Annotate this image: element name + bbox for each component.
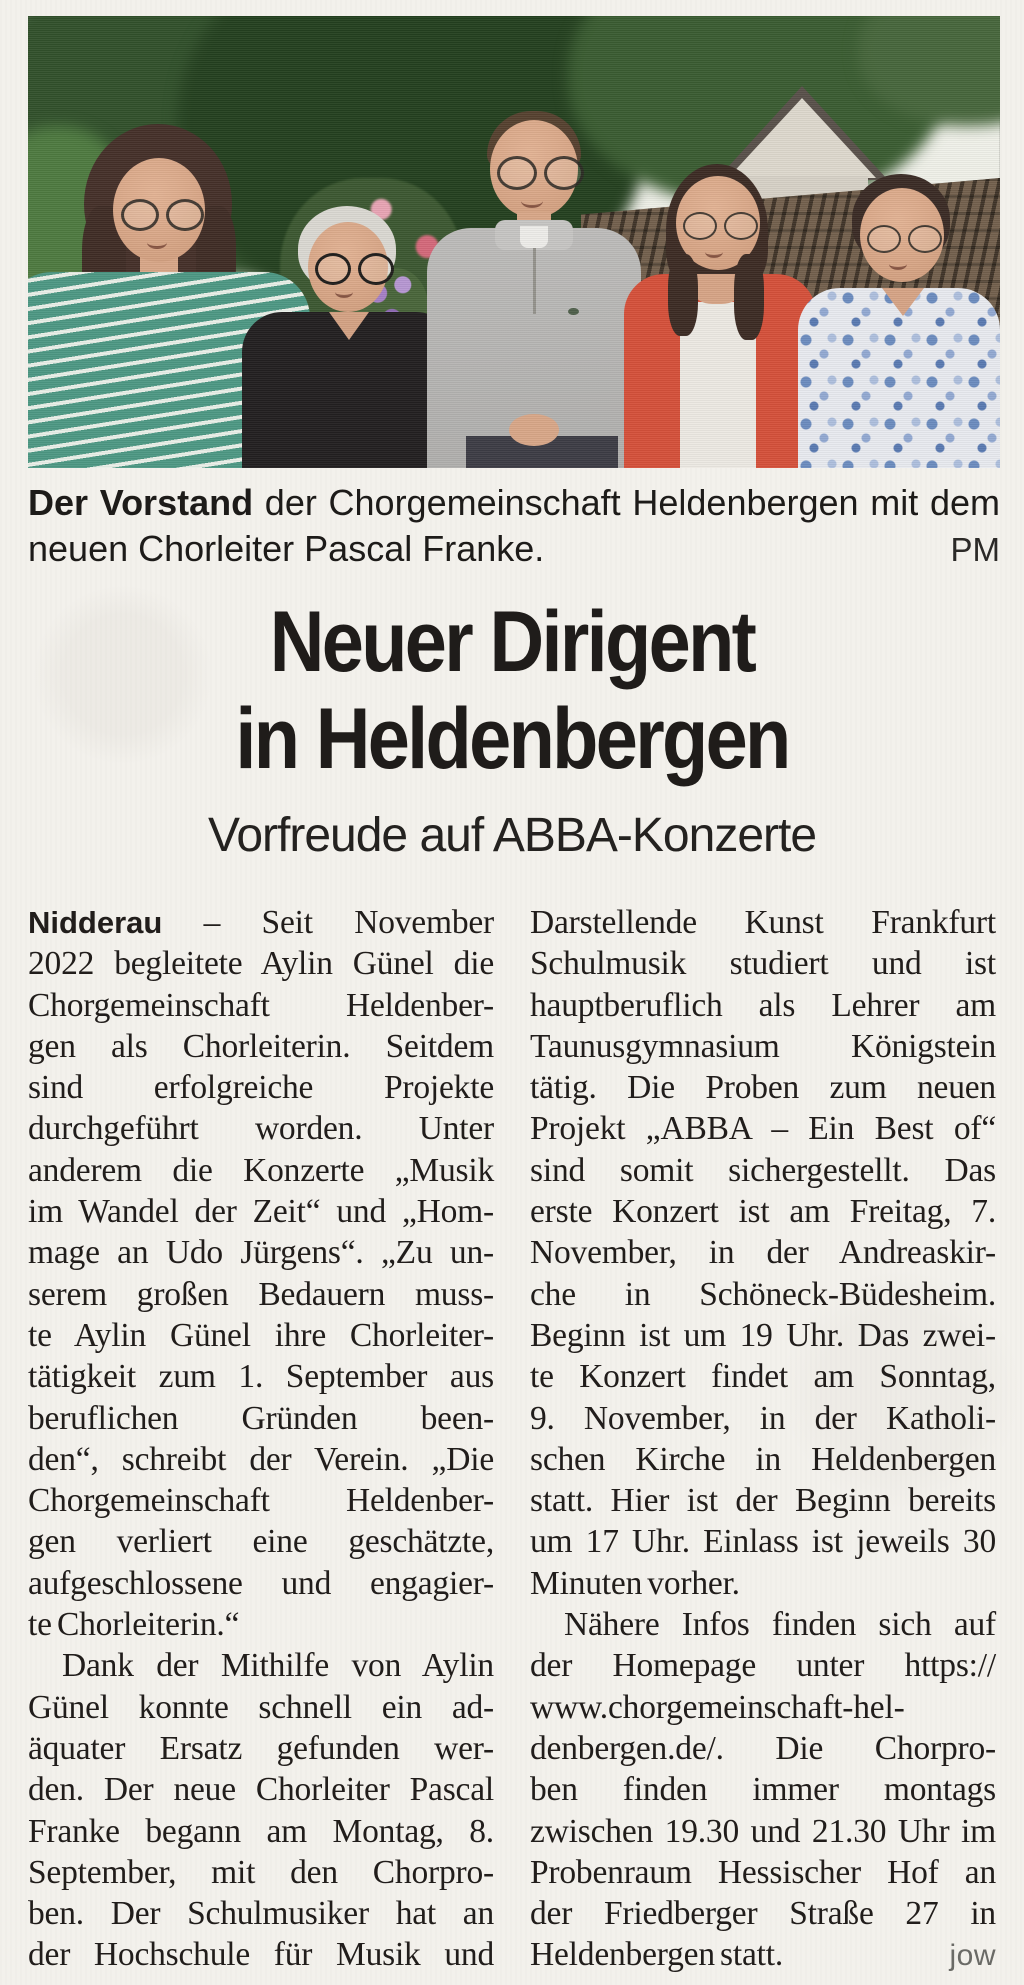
- body-line: 2022 begleitete Aylin Günel die: [28, 945, 494, 983]
- column-right: [530, 902, 996, 1977]
- smile: [705, 246, 723, 258]
- body-line: 9. November, in der Katholi-: [530, 1399, 996, 1437]
- body-line: Taunusgymnasium Königstein: [530, 1027, 996, 1065]
- body-line: tätigkeit zum 1. September aus: [28, 1358, 494, 1396]
- body-line: im Wandel der Zeit“ und „Hom-: [28, 1193, 494, 1231]
- caption-line-2: [28, 526, 1000, 573]
- clasped-hands: [509, 414, 559, 446]
- hair-lock: [734, 254, 764, 340]
- hair-lock: [668, 254, 698, 336]
- body-text: Heldenbergen statt.: [530, 1936, 784, 1974]
- body-line: sind erfolgreiche Projekte: [28, 1069, 494, 1107]
- body-line: November, in der Andreaskir-: [530, 1234, 996, 1272]
- body-line: gen verliert eine geschätzte,: [28, 1523, 494, 1561]
- body-line: erste Konzert ist am Freitag, 7.: [530, 1193, 996, 1231]
- photo-credit: PM: [950, 531, 1000, 568]
- body-line: der Friedberger Straße 27 in: [530, 1895, 996, 1933]
- body-line: den“, schreibt der Verein. „Die: [28, 1440, 494, 1478]
- body-line: Darstellende Kunst Frankfurt: [530, 904, 996, 941]
- body-line: ben finden immer montags: [530, 1771, 996, 1809]
- photo-caption: [28, 480, 1000, 573]
- body-line: [530, 1934, 996, 1976]
- body-line: hauptberuflich als Lehrer am: [530, 986, 996, 1024]
- glasses: [315, 253, 394, 285]
- floral-blouse: [798, 288, 1000, 468]
- column-left: [28, 902, 494, 1977]
- article-photo: [28, 16, 1000, 468]
- author-credit: jow: [949, 1939, 996, 1973]
- body-line: Beginn ist um 19 Uhr. Das zwei-: [530, 1316, 996, 1354]
- lens: [497, 156, 537, 190]
- body-line: www.chorgemeinschaft-hel-: [530, 1688, 905, 1726]
- body-line: zwischen 19.30 und 21.30 Uhr im: [530, 1812, 996, 1850]
- body-line: beruflichen Gründen been-: [28, 1399, 494, 1437]
- subheadline: Vorfreude auf ABBA-Konzerte: [207, 809, 817, 862]
- smile: [147, 236, 167, 249]
- smile: [889, 258, 907, 270]
- body-line: gen als Chorleiterin. Seitdem: [28, 1027, 494, 1065]
- headline: [61, 594, 962, 788]
- body-line: Schulmusik studiert und ist: [530, 945, 996, 983]
- zipper: [533, 248, 536, 314]
- body-line: äquater Ersatz gefunden wer-: [28, 1729, 494, 1767]
- body-line: aufgeschlossene und engagier-: [28, 1564, 494, 1602]
- body-line: Minuten vorher.: [530, 1564, 740, 1602]
- article-body: [28, 902, 996, 1977]
- body-line: denbergen.de/. Die Chorpro-: [530, 1729, 996, 1767]
- body-line: durchgeführt worden. Unter: [28, 1110, 494, 1148]
- body-line: Dank der Mithilfe von Aylin: [62, 1647, 494, 1685]
- dateline: Nidderau: [28, 905, 163, 940]
- headline-line-2: in Heldenbergen: [235, 691, 789, 787]
- body-line: anderem die Konzerte „Musik: [28, 1151, 494, 1189]
- lens: [121, 199, 159, 231]
- body-line: Nähere Infos finden sich auf: [564, 1606, 996, 1644]
- smile: [521, 194, 543, 208]
- body-line: Probenraum Hessischer Hof an: [530, 1853, 996, 1891]
- lens: [683, 212, 717, 240]
- body-line: sind somit sichergestellt. Das: [530, 1151, 996, 1189]
- glasses: [867, 225, 942, 253]
- lens: [358, 253, 394, 285]
- lens: [544, 156, 584, 190]
- body-line: Nidderau – Seit November: [28, 904, 494, 941]
- body-line: schen Kirche in Heldenbergen: [530, 1440, 996, 1478]
- body-line: der Hochschule für Musik und: [28, 1936, 494, 1974]
- caption-lead: Der Vorstand: [28, 482, 254, 523]
- lens: [908, 225, 942, 253]
- body-line: um 17 Uhr. Einlass ist jeweils 30: [530, 1523, 996, 1561]
- lens: [724, 212, 758, 240]
- sweater-logo: [568, 308, 579, 315]
- lens: [166, 199, 204, 231]
- caption-line-1: [28, 480, 1000, 526]
- lens: [867, 225, 901, 253]
- body-line: mage an Udo Jürgens“. „Zu un-: [28, 1234, 494, 1272]
- body-line: tätig. Die Proben zum neuen: [530, 1069, 996, 1107]
- body-line: Franke begann am Montag, 8.: [28, 1812, 494, 1850]
- headline-line-1: Neuer Dirigent: [269, 594, 755, 690]
- body-line: Chorgemeinschaft Heldenber-: [28, 986, 494, 1024]
- glasses: [121, 199, 204, 231]
- body-line: den. Der neue Chorleiter Pascal: [28, 1771, 494, 1809]
- body-line: te Konzert findet am Sonntag,: [530, 1358, 996, 1396]
- body-line: Chorgemeinschaft Heldenber-: [28, 1482, 494, 1520]
- body-line: Günel konnte schnell ein ad-: [28, 1688, 494, 1726]
- body-line: che in Schöneck-Büdesheim.: [530, 1275, 996, 1313]
- body-line: statt. Hier ist der Beginn bereits: [530, 1482, 996, 1520]
- glasses: [497, 156, 584, 190]
- caption-text: der Chorgemeinschaft Heldenbergen mit dem: [264, 482, 1000, 523]
- body-line: ben. Der Schulmusiker hat an: [28, 1895, 494, 1933]
- body-line: te Chorleiterin.“: [28, 1606, 240, 1644]
- smile: [335, 286, 353, 298]
- glasses: [683, 212, 758, 240]
- lens: [315, 253, 351, 285]
- body-line: te Aylin Günel ihre Chorleiter-: [28, 1316, 494, 1354]
- caption-text: neuen Chorleiter Pascal Franke.: [28, 528, 545, 569]
- body-line: September, mit den Chorpro-: [28, 1853, 494, 1891]
- white-tshirt: [520, 226, 548, 248]
- body-line: serem großen Bedauern muss-: [28, 1275, 494, 1313]
- body-line: der Homepage unter https://: [530, 1647, 996, 1685]
- body-line: Projekt „ABBA – Ein Best of“: [530, 1110, 996, 1148]
